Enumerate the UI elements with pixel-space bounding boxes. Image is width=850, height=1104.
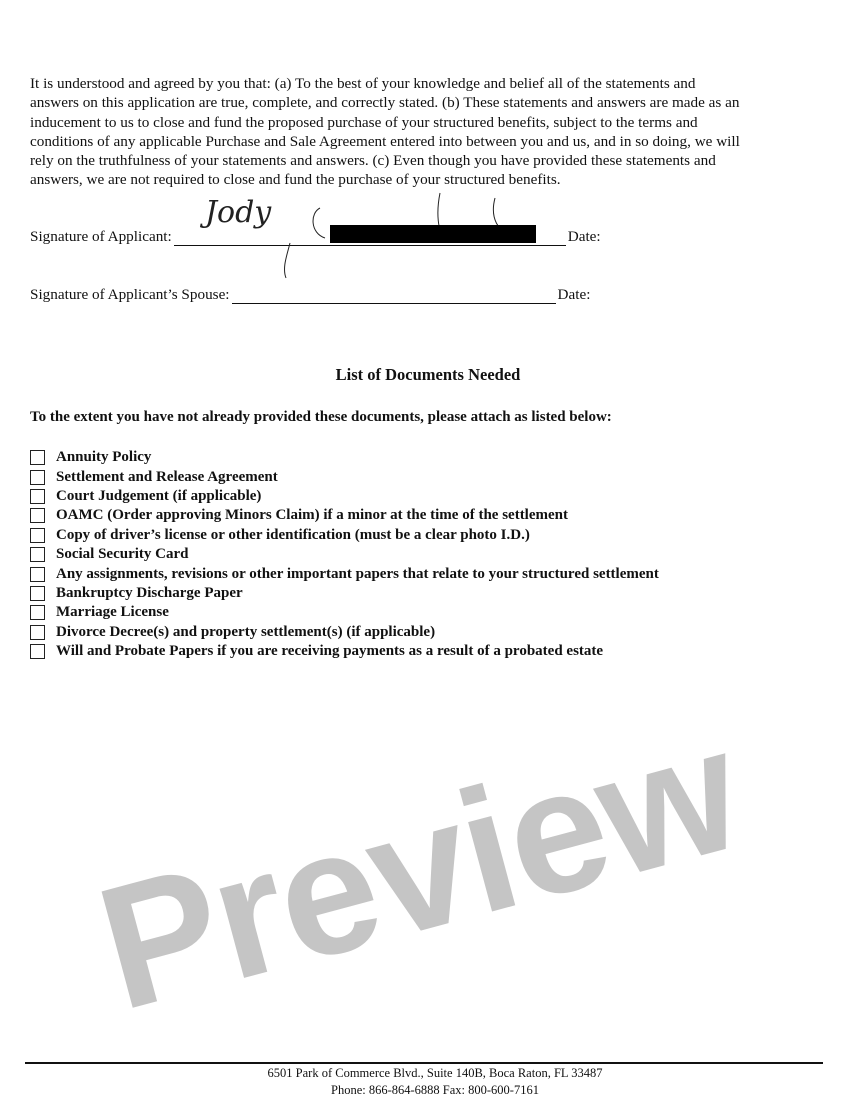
checklist-label: Will and Probate Papers if you are receiving payments as a result of a probated estate	[56, 643, 604, 660]
agreement-line: inducement to us to close and fund the proposed purchase of your structured benefits, subject to the terms and	[30, 113, 698, 131]
checkbox[interactable]	[30, 625, 45, 640]
checkbox[interactable]	[30, 470, 45, 485]
redaction-bar	[330, 225, 536, 243]
applicant-date-label: Date:	[567, 228, 601, 245]
footer-divider	[25, 1062, 823, 1064]
checkbox[interactable]	[30, 489, 45, 504]
agreement-paragraph	[30, 74, 740, 190]
checkbox[interactable]	[30, 586, 45, 601]
checklist-item	[30, 506, 659, 525]
checklist-item	[30, 642, 659, 661]
checklist-label: Court Judgement (if applicable)	[56, 487, 262, 504]
preview-watermark: Preview	[80, 691, 757, 1048]
checkbox[interactable]	[30, 450, 45, 465]
spouse-signature-label: Signature of Applicant’s Spouse:	[30, 286, 230, 303]
documents-heading: List of Documents Needed	[335, 365, 521, 384]
checklist-label: OAMC (Order approving Minors Claim) if a minor at the time of the settlement	[56, 507, 568, 524]
agreement-line: conditions of any applicable Purchase and Sale Agreement entered into between you and us, and in so doing, we will	[30, 132, 740, 150]
documents-checklist	[30, 448, 659, 661]
applicant-signature: Jody	[205, 195, 272, 230]
checklist-label: Settlement and Release Agreement	[56, 468, 278, 485]
spouse-date-label: Date:	[557, 286, 591, 303]
checklist-label: Any assignments, revisions or other important papers that relate to your structured settlement	[56, 565, 659, 582]
checkbox[interactable]	[30, 644, 45, 659]
footer-address: 6501 Park of Commerce Blvd., Suite 140B, Boca Raton, FL 33487	[267, 1066, 603, 1080]
checklist-item	[30, 526, 659, 545]
checklist-item	[30, 467, 659, 486]
spouse-signature-field[interactable]	[232, 289, 556, 304]
checklist-label: Bankruptcy Discharge Paper	[56, 584, 243, 601]
agreement-line: It is understood and agreed by you that: (a) To the best of your knowledge and belief all of the statements and	[30, 75, 696, 92]
checkbox[interactable]	[30, 567, 45, 582]
checkbox[interactable]	[30, 547, 45, 562]
checklist-item	[30, 487, 659, 506]
spouse-signature-row	[30, 286, 590, 304]
checklist-item	[30, 448, 659, 467]
checklist-item	[30, 603, 659, 622]
checklist-label: Annuity Policy	[56, 449, 152, 466]
checklist-label: Social Security Card	[56, 546, 189, 563]
checkbox[interactable]	[30, 605, 45, 620]
checklist-item	[30, 545, 659, 564]
agreement-line: rely on the truthfulness of your statements and answers. (c) Even though you have provided these statements and	[30, 152, 716, 170]
checklist-item	[30, 564, 659, 583]
checklist-label: Divorce Decree(s) and property settlement(s) (if applicable)	[56, 623, 436, 640]
checkbox[interactable]	[30, 508, 45, 523]
checklist-label: Marriage License	[56, 604, 169, 621]
agreement-line: answers on this application are true, complete, and correctly stated. (b) These statements and answers are made as an	[30, 94, 740, 112]
documents-intro: To the extent you have not already provided these documents, please attach as listed below:	[30, 409, 612, 425]
checklist-label: Copy of driver’s license or other identification (must be a clear photo I.D.)	[56, 526, 530, 543]
applicant-signature-label: Signature of Applicant:	[30, 228, 172, 245]
checkbox[interactable]	[30, 528, 45, 543]
agreement-line: answers, we are not required to close and fund the purchase of your structured benefits.	[30, 171, 561, 189]
checklist-item	[30, 623, 659, 642]
checklist-item	[30, 584, 659, 603]
footer-contact: Phone: 866-864-6888 Fax: 800-600-7161	[331, 1083, 539, 1097]
